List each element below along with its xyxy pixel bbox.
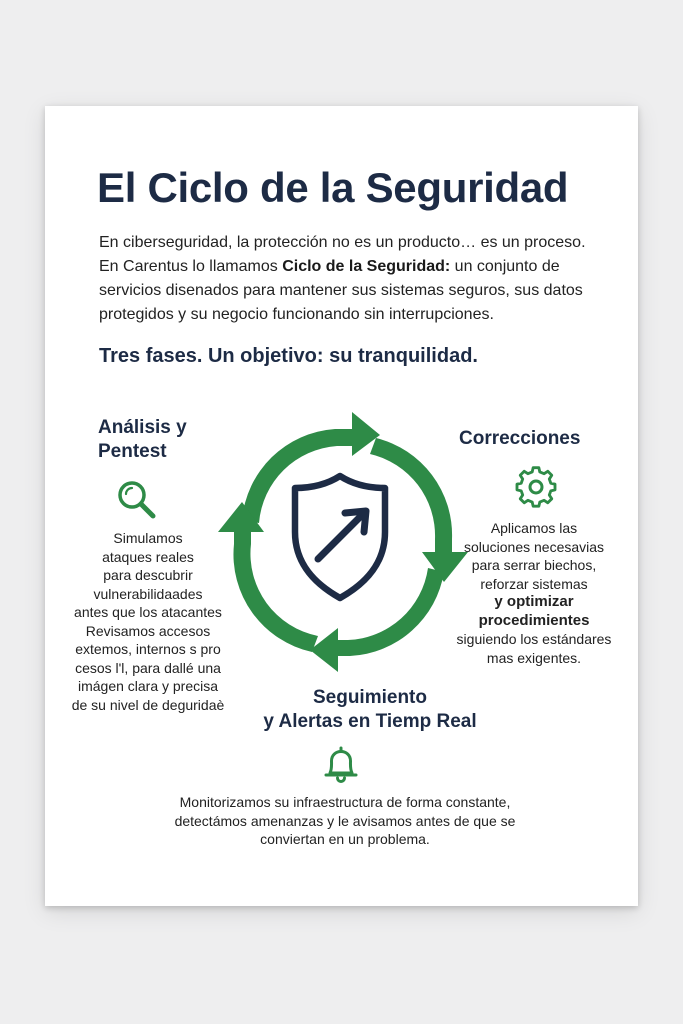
intro-paragraph	[99, 231, 599, 327]
intro-line: En ciberseguridad, la protección no es un producto… es un proceso.	[99, 234, 586, 251]
phase-title-line: y Alertas en Tiemp Real	[263, 711, 477, 732]
description-line: Monitorizamos su infraestructura de forma constante,	[179, 794, 511, 810]
security-cycle-diagram	[200, 404, 480, 689]
magnifier-icon	[113, 476, 161, 529]
gear-icon	[513, 464, 559, 515]
tagline: Tres fases. Un objetivo: su tranquilidad.	[99, 345, 478, 367]
phase-description-seguimiento	[155, 793, 535, 849]
description-line: conviertan en un problema.	[260, 831, 430, 847]
description-line: para serrar biechos,	[471, 557, 597, 573]
description-line: siguiendo los estándares	[456, 631, 612, 647]
description-line: Simulamos	[113, 530, 183, 546]
description-line: reforzar sistemas	[480, 575, 588, 592]
phase-title-line: Análisis y	[98, 417, 187, 438]
intro-line: servicios disenados para mantener sus sistemas seguros, sus datos	[99, 282, 583, 299]
description-line: detectámos amenanzas y le avisamos antes de que se	[174, 812, 516, 829]
intro-line: protegidos y su negocio funcionando sin interrupciones.	[99, 306, 494, 323]
description-line: Revisamos accesos	[85, 622, 211, 639]
description-line: mas exigentes.	[486, 649, 582, 666]
description-line: soluciones necesavias	[463, 538, 605, 555]
intro-bold-term: Ciclo de la Seguridad:	[282, 258, 451, 275]
phase-title-seguimiento	[225, 686, 515, 734]
intro-text: un conjunto de	[450, 258, 560, 275]
poster	[45, 106, 638, 906]
phase-title-correcciones: Correcciones	[459, 428, 581, 449]
description-line: ataques reales	[102, 548, 194, 565]
description-line: vulnerabilidaades	[93, 585, 203, 602]
description-line: de su nivel de deguridaè	[71, 696, 225, 713]
page-title: El Ciclo de la Seguridad	[97, 164, 569, 211]
phase-title-line: Pentest	[98, 441, 167, 462]
description-line: imágen clara y precisa	[77, 678, 219, 694]
description-line: cesos l'l, para dallé una	[75, 659, 221, 676]
shield-arrow-icon	[295, 476, 385, 598]
description-line: extemos, internos s pro	[75, 641, 221, 657]
description-line: Aplicamos las	[490, 520, 578, 536]
description-line: antes que los atacantes	[74, 604, 222, 620]
intro-text: En Carentus lo llamamos	[99, 258, 283, 275]
intro-line	[99, 255, 599, 279]
bell-icon	[319, 742, 363, 791]
description-line-bold: y optimizar	[494, 593, 574, 610]
description-line: para descubrir	[103, 567, 193, 583]
phase-title-line: Seguimiento	[312, 687, 427, 708]
description-line-bold: procedimientes	[478, 611, 590, 629]
